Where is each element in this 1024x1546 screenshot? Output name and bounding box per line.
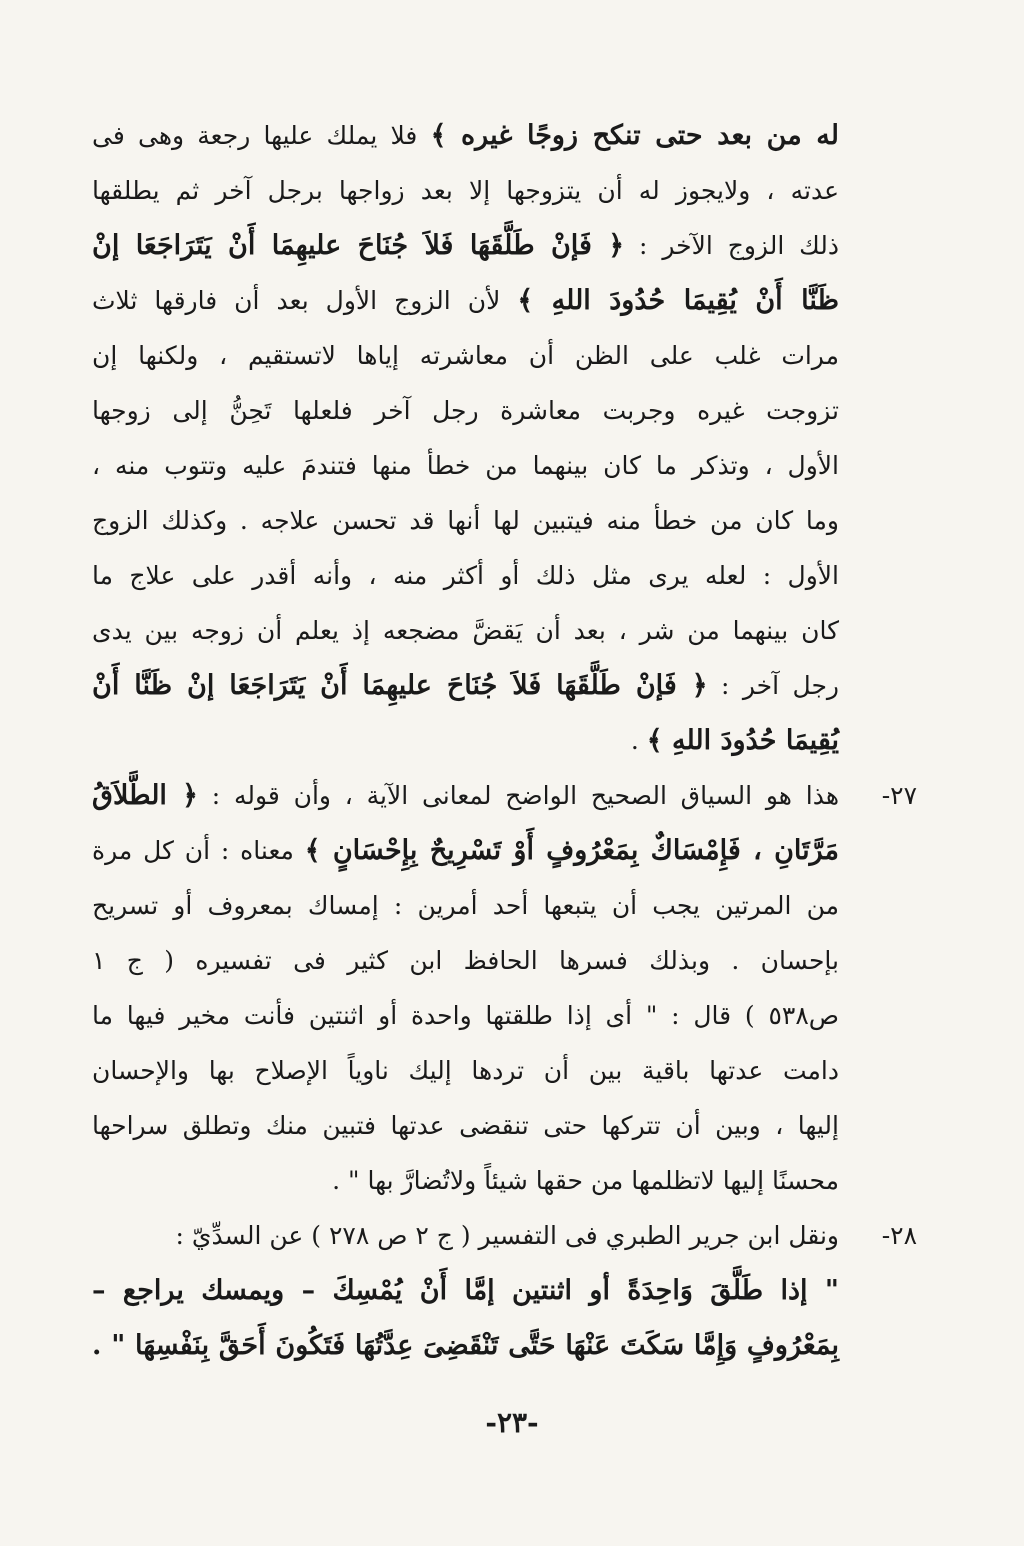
body-text: فلا يملك عليها رجعة وهى فى (92, 121, 431, 150)
text-line (92, 493, 839, 548)
text-line (92, 823, 839, 878)
quoted-text: " إذا طَلَّقَ وَاحِدَةً أو اثنتين إمَّا أَنْ يُمْسِكَ – ويمسك يراجع – (92, 1275, 839, 1306)
text-line (92, 1208, 917, 1263)
text-line (92, 218, 839, 273)
body-text: بإحسان . وبذلك فسرها الحافظ ابن كثير فى تفسيره ( ج ١ (92, 946, 839, 975)
text-line (92, 878, 839, 933)
quoted-text: له من بعد حتى تنكح زوجًا غيره ﴾ (430, 120, 840, 151)
body-text: وما كان من خطأ منه فيتبين لها أنها قد تحسن علاجه . وكذلك الزوج (92, 506, 839, 535)
text-line (92, 768, 917, 823)
text-line (92, 163, 839, 218)
quoted-text: مَرَّتَانِ ، فَإِمْسَاكٌ بِمَعْرُوفٍ أَوْ تَسْرِيحٌ بِإِحْسَانٍ ﴾ (304, 835, 839, 866)
text-line (92, 658, 839, 713)
body-text: من المرتين يجب أن يتبعها أحد أمرين : إمساك بمعروف أو تسريح (92, 891, 839, 920)
text-line (92, 1263, 839, 1318)
text-line (92, 438, 839, 493)
text-line (92, 988, 839, 1043)
body-text: هذا هو السياق الصحيح الواضح لمعانى الآية ، وأن قوله : (197, 781, 839, 810)
body-text: مرات غلب على الظن أن معاشرته إياها لاتستقيم ، ولكنها إن (92, 341, 839, 370)
quoted-text: ﴿ فَإنْ طَلَّقَهَا فَلاَ جُنَاحَ عليهِمَا أَنْ يَتَرَاجَعَا إنْ ظَنَّا أَنْ (92, 670, 708, 701)
body-text: ص٥٣٨ ) قال : " أى إذا طلقتها واحدة أو اثنتين فأنت مخير فيها ما (92, 1001, 839, 1030)
text-line (92, 933, 839, 988)
quoted-text: يُقِيمَا حُدُودَ اللهِ ﴾ (646, 725, 839, 756)
text-line (92, 548, 839, 603)
quoted-text: بِمَعْرُوفٍ وَإِمَّا سَكَتَ عَنْهَا حَتَّى تَنْقَضِىَ عِدَّتُهَا فَتَكُونَ أَحَقَّ بِنَفْسِهَا " . (92, 1330, 839, 1361)
body-text: لأن الزوج الأول بعد أن فارقها ثلاث (92, 286, 518, 315)
body-text: عدته ، ولايجوز له أن يتزوجها إلا بعد زواجها برجل آخر ثم يطلقها (92, 176, 839, 205)
body-text: كان بينهما من شر ، بعد أن يَقضَّ مضجعه إذ يعلم أن زوجه بين يدى (92, 616, 839, 645)
body-text: الأول : لعله يرى مثل ذلك أو أكثر منه ، وأنه أقدر على علاج ما (92, 561, 839, 590)
page-number: -٢٣- (485, 1406, 539, 1439)
quoted-text: ظَنَّا أَنْ يُقِيمَا حُدُودَ اللهِ ﴾ (517, 285, 839, 316)
quoted-text: ﴿ فَإنْ طَلَّقَهَا فَلاَ جُنَاحَ عليهِمَا أَنْ يَتَرَاجَعَا إنْ (92, 230, 625, 261)
text-line (92, 1318, 839, 1373)
text-line (92, 273, 839, 328)
paragraph-number: ٢٨- (881, 1221, 917, 1250)
text-line (92, 328, 839, 383)
text-line (92, 603, 839, 658)
body-text: ذلك الزوج الآخر : (624, 231, 839, 260)
body-text: إليها ، وبين أن تتركها حتى تنقضى عدتها فتبين منك وتطلق سراحها (92, 1111, 839, 1140)
body-text: رجل آخر : (707, 671, 839, 700)
text-line (92, 1098, 839, 1153)
text-line (92, 1043, 839, 1098)
text-line (92, 383, 839, 438)
text-line (92, 108, 839, 163)
text-body (92, 108, 917, 1373)
body-text: محسنًا إليها لاتظلمها من حقها شيئاً ولاتُضارَّ بها " . (332, 1166, 839, 1195)
text-line (92, 713, 839, 768)
body-text: . (630, 726, 647, 755)
body-text: معناه : أن كل مرة (92, 836, 305, 865)
body-text: الأول ، وتذكر ما كان بينهما من خطأ منها فتندمَ عليه وتتوب منه ، (92, 451, 839, 480)
body-text: دامت عدتها باقية بين أن تردها إليك ناوياً الإصلاح بها والإحسان (92, 1056, 839, 1085)
text-line (92, 1153, 839, 1208)
quoted-text: ﴿ الطَّلاَقُ (92, 780, 198, 811)
paragraph-number: ٢٧- (881, 781, 917, 810)
body-text: تزوجت غيره وجربت معاشرة رجل آخر فلعلها تَحِنُّ إلى زوجها (92, 396, 839, 425)
body-text: ونقل ابن جرير الطبري فى التفسير ( ج ٢ ص ٢٧٨ ) عن السدِّيّ : (175, 1221, 839, 1250)
